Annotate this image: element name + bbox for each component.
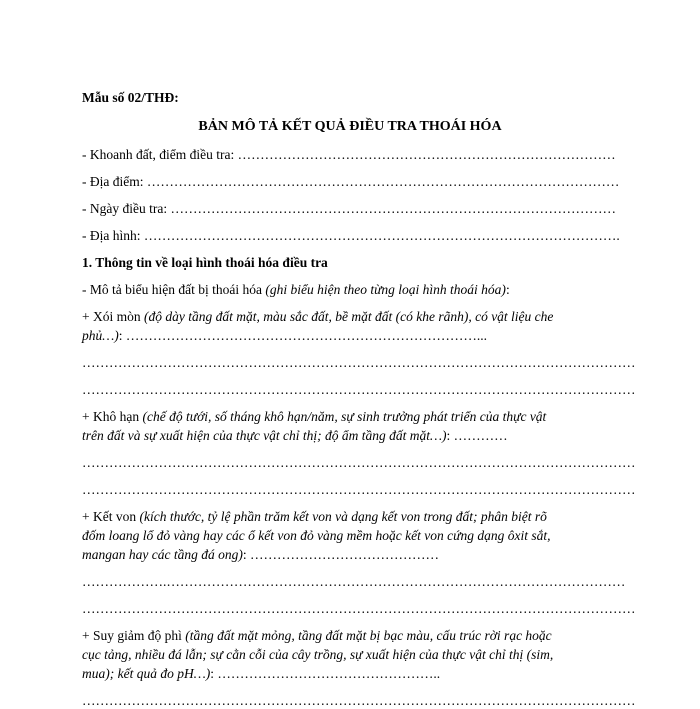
blank-line: …………………………………………………………………………………………………………… <box>82 455 636 470</box>
laterite-italic-3: mangan hay các tầng đá ong) <box>82 547 243 562</box>
drought-lead: + Khô hạn <box>82 409 143 424</box>
blank-line: …………………………………………………………………………………………………………… <box>82 693 636 708</box>
laterite-tail: : …………………………………… <box>242 547 439 562</box>
laterite-italic-1: (kích thước, tỷ lệ phần trăm kết von và dạng kết von trong đất; phân biệt rõ <box>139 509 547 524</box>
laterite-italic-2: đốm loang lổ đỏ vàng hay các ổ kết von đỏ vàng mềm hoặc kết von cứng dạng ôxit sắt, <box>82 528 551 543</box>
section-1-heading: 1. Thông tin về loại hình thoái hóa điều tra <box>82 255 328 270</box>
laterite-line-2 <box>82 528 551 544</box>
erosion-italic-2: phủ…) <box>82 328 119 343</box>
field-date: - Ngày điều tra: ……………………………………………………………………………………… <box>82 201 616 216</box>
fertility-italic-2: cục tảng, nhiều đá lẫn; sự cằn cỗi của cây trồng, sự xuất hiện của thực vật chỉ thị (sim, <box>82 647 554 662</box>
drought-italic-2: trên đất và sự xuất hiện của thực vật chỉ thị; độ ẩm tầng đất mặt…) <box>82 428 447 443</box>
erosion-lead: + Xói mòn <box>82 309 144 324</box>
laterite-lead: + Kết von <box>82 509 140 524</box>
blank-line: …………………………………………………………………………………………………………… <box>82 355 636 370</box>
fertility-lead: + Suy giảm độ phì <box>82 628 186 643</box>
fertility-tail: : ………………………………………….. <box>210 666 441 681</box>
drought-line-2 <box>82 428 508 444</box>
desc-lead: - Mô tả biểu hiện đất bị thoái hóa <box>82 282 266 297</box>
document-title: BẢN MÔ TẢ KẾT QUẢ ĐIỀU TRA THOÁI HÓA <box>198 119 502 134</box>
blank-line: …………………………………………………………………………………………………………… <box>82 382 636 397</box>
erosion-tail: : ……………………………………………………………………... <box>118 328 488 343</box>
field-parcel: - Khoanh đất, điểm điều tra: ………………………………………………………………………… <box>82 147 616 162</box>
desc-italic: (ghi biểu hiện theo từng loại hình thoái hóa) <box>265 282 506 297</box>
drought-line-1 <box>82 409 546 425</box>
laterite-line-3 <box>82 547 439 563</box>
field-location: - Địa điểm: …………………………………………………………………………………………… <box>82 174 620 189</box>
erosion-line-1 <box>82 309 553 325</box>
degradation-description <box>82 282 510 298</box>
blank-line: …………………………………………………………………………………………………………… <box>82 601 636 616</box>
fertility-italic-1: (tầng đất mặt mỏng, tầng đất mặt bị bạc màu, cấu trúc rời rạc hoặc <box>185 628 552 643</box>
laterite-line-1 <box>82 509 547 525</box>
form-number: Mẫu số 02/THĐ: <box>82 90 179 105</box>
erosion-italic-1: (độ dày tầng đất mặt, màu sắc đất, bề mặt đất (có khe rãnh), có vật liệu che <box>144 309 554 324</box>
drought-italic-1: (chế độ tưới, số tháng khô hạn/năm, sự sinh trưởng phát triển của thực vật <box>142 409 547 424</box>
fertility-italic-3: mua); kết quả đo pH…) <box>82 666 211 681</box>
fertility-line-2 <box>82 647 553 663</box>
field-terrain: - Địa hình: ……………………………………………………………………………………………. <box>82 228 620 243</box>
desc-tail: : <box>505 282 510 297</box>
fertility-line-1 <box>82 628 552 644</box>
blank-line: ……………….………………………………………………………………………………………… <box>82 574 626 589</box>
drought-tail: : ………… <box>446 428 508 443</box>
blank-line: …………………………………………………………………………………………………………… <box>82 482 636 497</box>
fertility-line-3 <box>82 666 440 682</box>
erosion-line-2 <box>82 328 487 344</box>
